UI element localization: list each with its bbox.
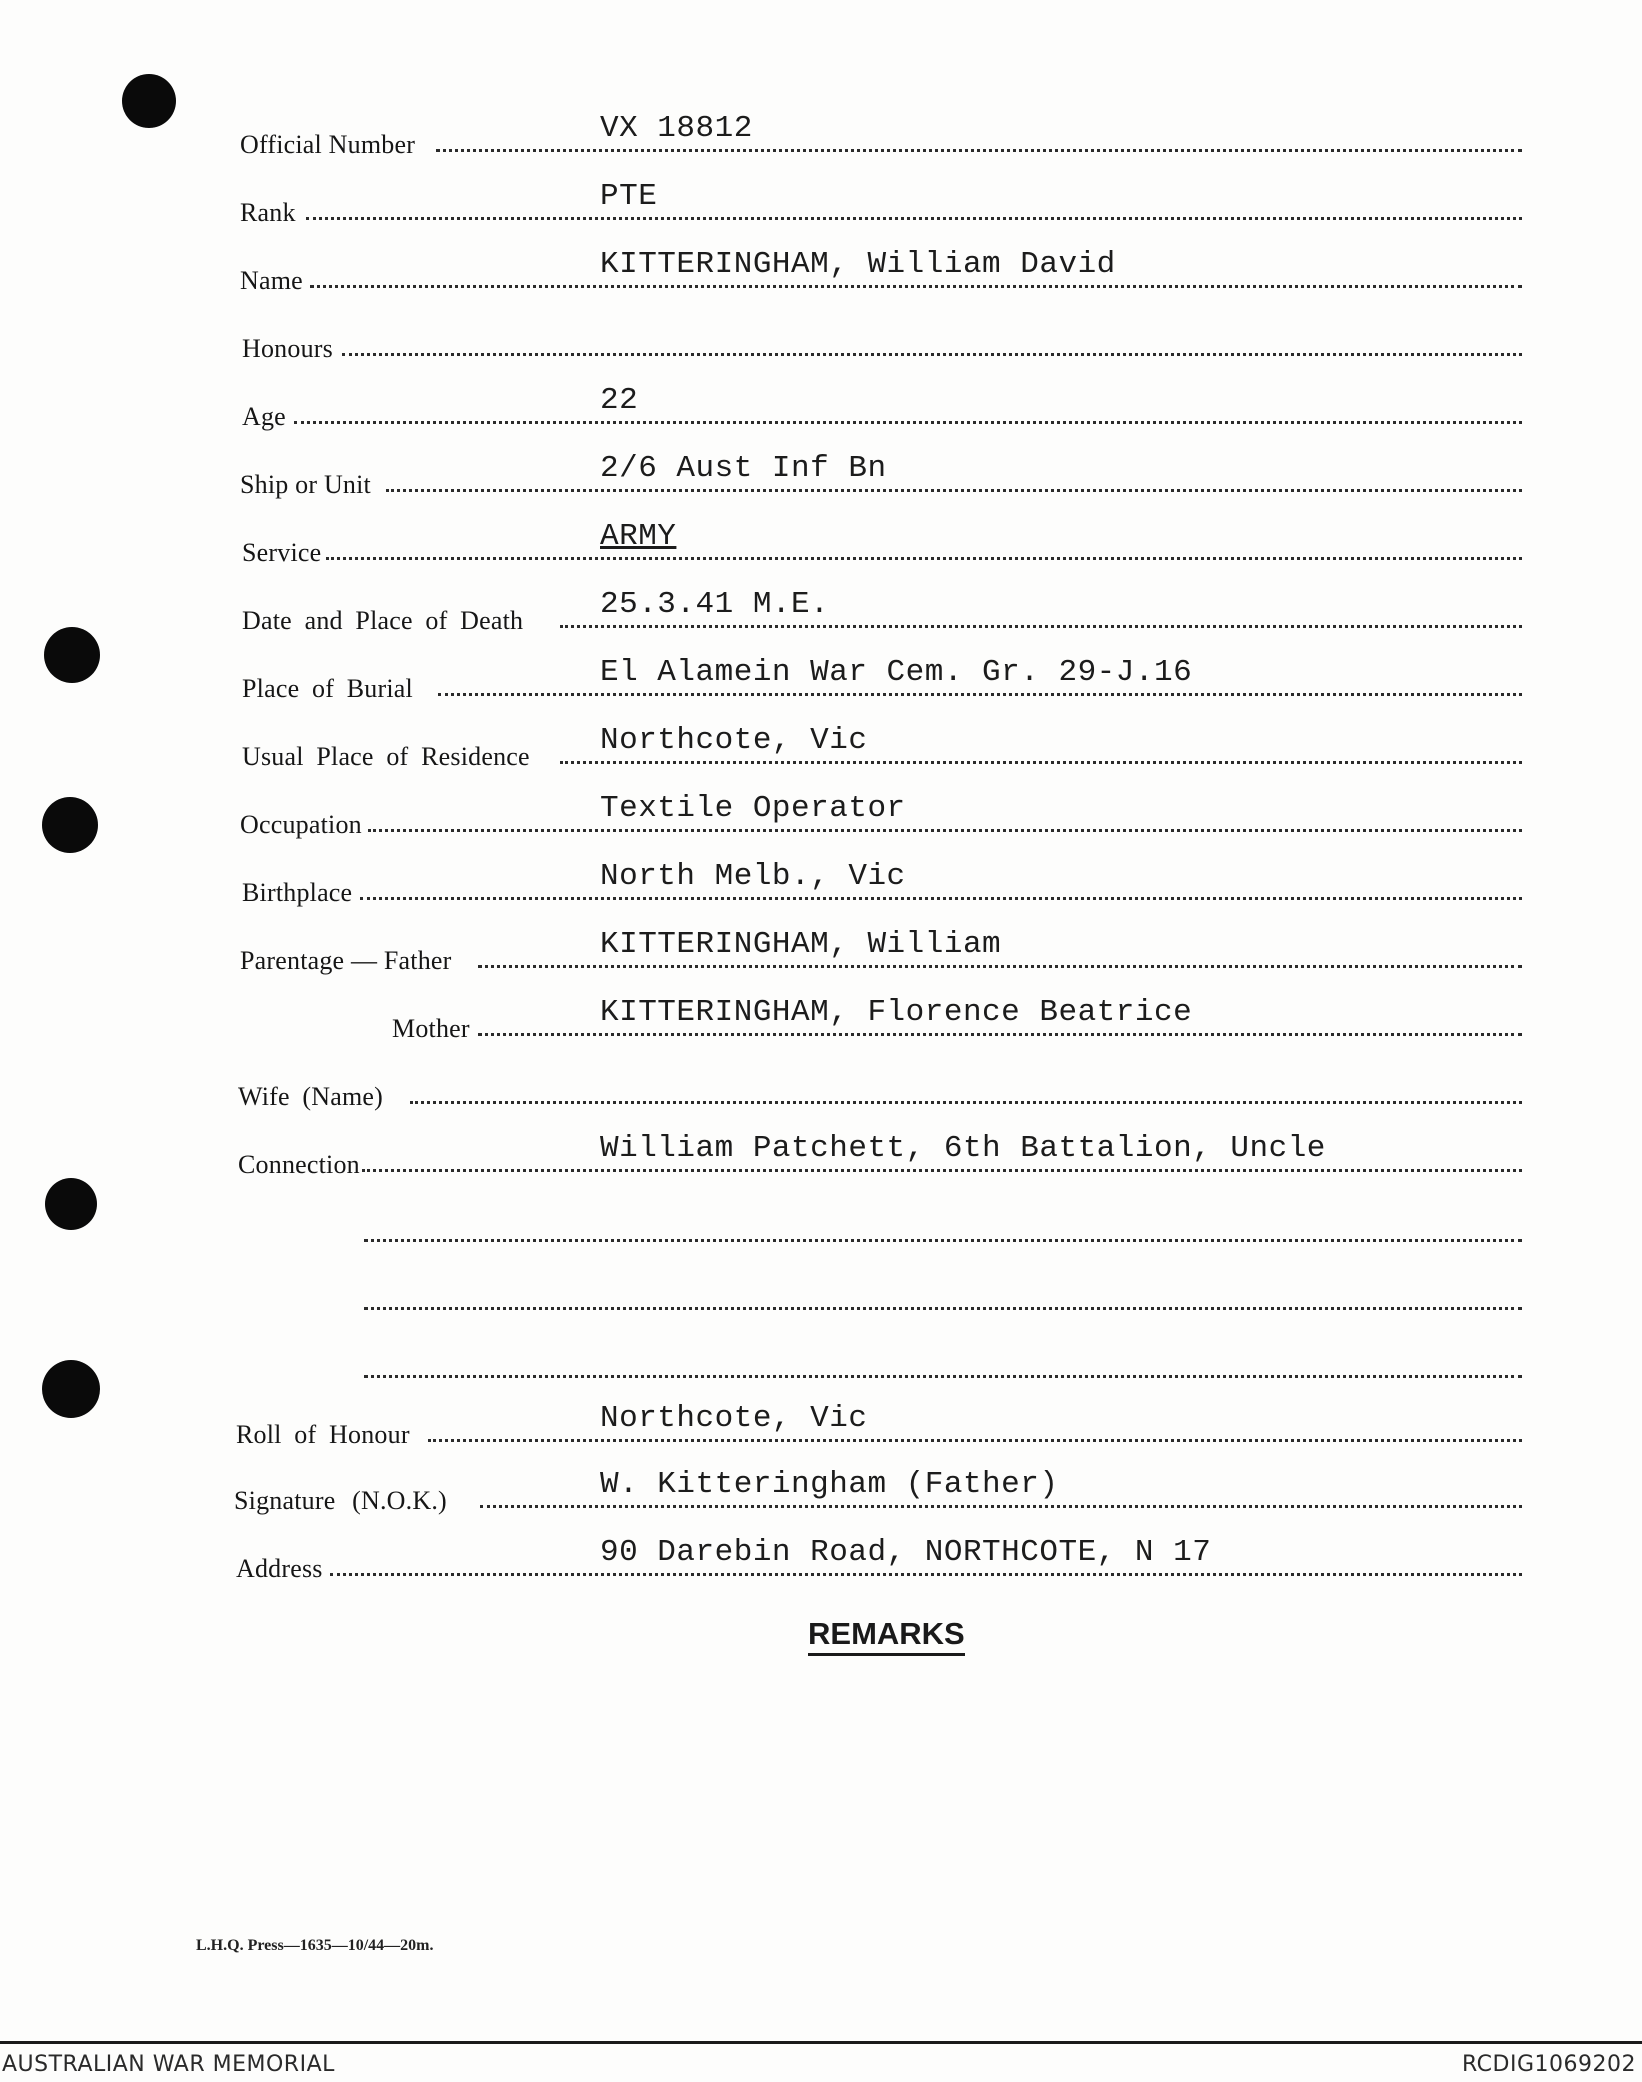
field-value: El Alamein War Cem. Gr. 29-J.16 [600, 655, 1193, 690]
dotted-line [310, 285, 1522, 288]
field-value: William Patchett, 6th Battalion, Uncle [600, 1131, 1326, 1166]
dotted-line [360, 897, 1522, 900]
dotted-line [294, 421, 1522, 424]
field-place-of-burial [0, 648, 1642, 708]
field-label: Name [240, 266, 303, 295]
field-value: PTE [600, 179, 658, 214]
dotted-line [478, 965, 1522, 968]
field-value: Textile Operator [600, 791, 906, 826]
dotted-line [436, 149, 1522, 152]
printer-note: L.H.Q. Press—1635—10/44—20m. [196, 1937, 434, 1954]
field-occupation [0, 784, 1642, 844]
field-parentage-father [0, 920, 1642, 980]
field-label: Rank [240, 198, 296, 227]
field-label: Address [236, 1554, 323, 1583]
field-label: Occupation [240, 810, 362, 839]
field-label: Service [242, 538, 322, 567]
field-value: 25.3.41 M.E. [600, 587, 830, 622]
field-label: Roll of Honour [236, 1420, 410, 1449]
field-usual-place-of-residence [0, 716, 1642, 776]
dotted-line [306, 217, 1522, 220]
field-label: Wife (Name) [238, 1082, 384, 1111]
field-age [0, 376, 1642, 436]
field-value: North Melb., Vic [600, 859, 906, 894]
field-label: Birthplace [242, 878, 353, 907]
field-label: Age [242, 402, 286, 431]
archive-name: AUSTRALIAN WAR MEMORIAL [2, 2052, 335, 2077]
field-connection [0, 1124, 1642, 1184]
field-label: Parentage — Father [240, 946, 452, 975]
field-honours [0, 308, 1642, 368]
field-value: ARMY [600, 519, 677, 554]
field-label: Connection [238, 1150, 360, 1179]
field-value: KITTERINGHAM, Florence Beatrice [600, 995, 1193, 1030]
field-value: 90 Darebin Road, NORTHCOTE, N 17 [600, 1535, 1212, 1570]
field-label: Ship or Unit [240, 470, 371, 499]
field-value: KITTERINGHAM, William David [600, 247, 1116, 282]
dotted-line [362, 1169, 1522, 1172]
field-label: Place of Burial [242, 674, 413, 703]
field-service [0, 512, 1642, 572]
dotted-line [330, 1573, 1522, 1576]
field-value: Northcote, Vic [600, 723, 868, 758]
field-label: Mother [392, 1014, 470, 1043]
dotted-line [478, 1033, 1522, 1036]
dotted-line [364, 1307, 1522, 1310]
field-value: 22 [600, 383, 639, 418]
dotted-line [560, 625, 1522, 628]
archive-reference: RCDIG1069202 [1461, 2052, 1636, 2077]
field-signature-nok [0, 1460, 1642, 1520]
field-mother [0, 988, 1642, 1048]
field-blank-line [0, 1262, 1642, 1322]
field-official-number [0, 104, 1642, 164]
dotted-line [560, 761, 1522, 764]
field-value: KITTERINGHAM, William [600, 927, 1002, 962]
field-blank-line [0, 1330, 1642, 1390]
field-value: VX 18812 [600, 111, 753, 146]
field-address [0, 1528, 1642, 1588]
field-birthplace [0, 852, 1642, 912]
field-date-place-of-death [0, 580, 1642, 640]
footer-rule [0, 2041, 1642, 2044]
dotted-line [364, 1239, 1522, 1242]
dotted-line [342, 353, 1522, 356]
field-rank [0, 172, 1642, 232]
dotted-line [480, 1505, 1522, 1508]
dotted-line [326, 557, 1522, 560]
field-label: Usual Place of Residence [242, 742, 530, 771]
field-name [0, 240, 1642, 300]
field-value: W. Kitteringham (Father) [600, 1467, 1059, 1502]
dotted-line [386, 489, 1522, 492]
field-blank-line [0, 1194, 1642, 1254]
dotted-line [428, 1439, 1522, 1442]
field-roll-of-honour [0, 1394, 1642, 1454]
remarks-heading: REMARKS [808, 1616, 965, 1656]
field-value: 2/6 Aust Inf Bn [600, 451, 887, 486]
field-label: Honours [242, 334, 333, 363]
field-label: Signature (N.O.K.) [234, 1486, 447, 1515]
dotted-line [438, 693, 1522, 696]
dotted-line [410, 1101, 1522, 1104]
field-value: Northcote, Vic [600, 1401, 868, 1436]
field-wife-name [0, 1056, 1642, 1116]
field-label: Official Number [240, 130, 416, 159]
field-ship-or-unit [0, 444, 1642, 504]
dotted-line [368, 829, 1522, 832]
dotted-line [364, 1375, 1522, 1378]
field-label: Date and Place of Death [242, 606, 524, 635]
